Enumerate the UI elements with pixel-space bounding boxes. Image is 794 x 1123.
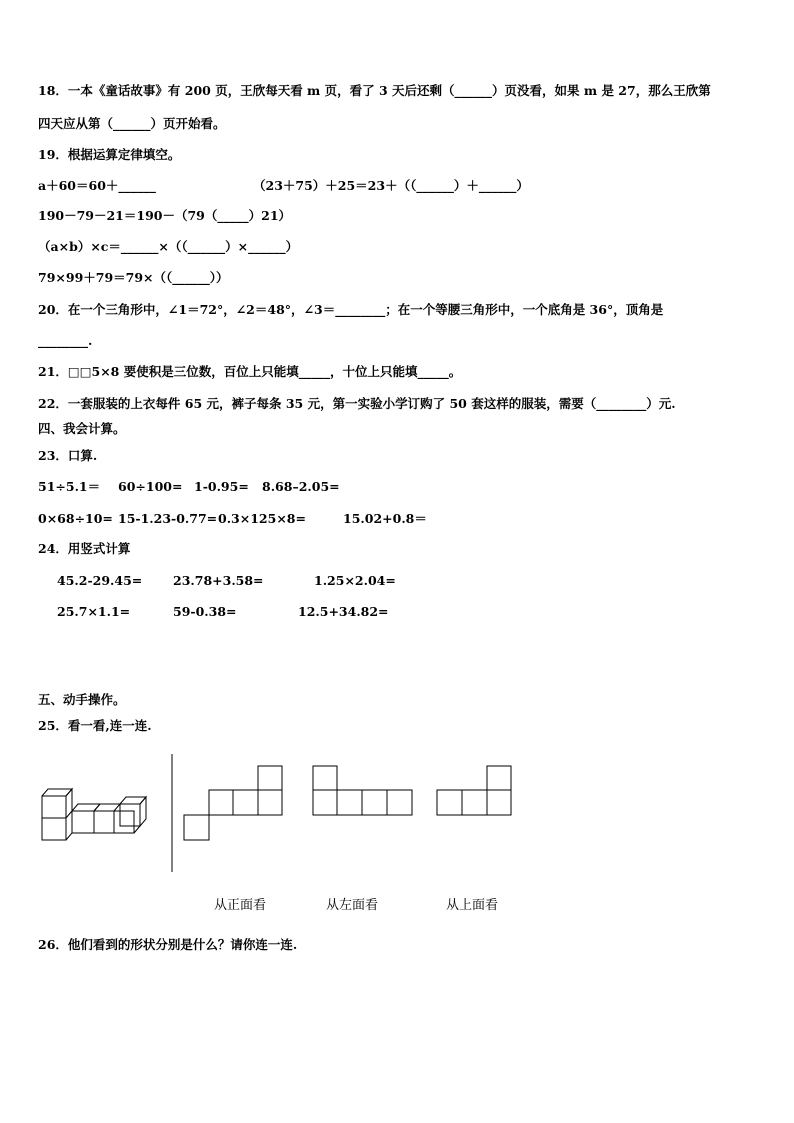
view-label-front: 从正面看 bbox=[214, 898, 267, 913]
view-label-top: 从上面看 bbox=[446, 898, 499, 913]
q22: 22．一套服装的上衣每件 65 元，裤子每条 35 元，第一实验小学订购了 50 套这样的服装，需要（________）元. bbox=[38, 396, 676, 411]
q19-row4: 79×99＋79＝79×（（______）） bbox=[38, 270, 229, 285]
q18-line2: 四天应从第（______）页开始看。 bbox=[38, 116, 226, 131]
section5-heading: 五、动手操作。 bbox=[38, 692, 126, 707]
q24-r2-c3: 12.5+34.82= bbox=[298, 604, 389, 619]
q24-title: 24．用竖式计算 bbox=[38, 541, 131, 556]
q20-line2: ________. bbox=[38, 333, 93, 348]
q19-row2: 190－79－21＝190－（79（_____）21） bbox=[38, 208, 292, 223]
q23-r1-c1: 51÷5.1＝ bbox=[38, 479, 101, 494]
q20-line1: 20．在一个三角形中，∠1＝72°，∠2＝48°，∠3＝________；在一个等腰三角形中，一个底角是 36°，顶角是 bbox=[38, 302, 664, 317]
q23-r1-c4: 8.68–2.05= bbox=[262, 479, 340, 494]
q19-row1-right: （23＋75）＋25＝23＋（（______）＋______） bbox=[253, 178, 529, 193]
q23-r2-c2: 15-1.23-0.77= bbox=[118, 511, 218, 526]
view-shape-3 bbox=[437, 766, 511, 815]
q24-r1-c3: 1.25×2.04= bbox=[314, 573, 396, 588]
q24-r1-c1: 45.2-29.45= bbox=[57, 573, 143, 588]
q23-r1-c3: 1-0.95= bbox=[194, 479, 249, 494]
q26: 26．他们看到的形状分别是什么？请你连一连. bbox=[38, 937, 298, 952]
q23-r2-c1: 0×68÷10= bbox=[38, 511, 113, 526]
cube-solid-drawing bbox=[42, 789, 146, 840]
q21: 21．□□5×8 要使积是三位数，百位上只能填_____，十位上只能填_____。 bbox=[38, 364, 462, 379]
view-shape-2 bbox=[313, 766, 412, 815]
q23-r1-c2: 60÷100= bbox=[118, 479, 183, 494]
view-shape-1 bbox=[184, 766, 282, 840]
section4-heading: 四、我会计算。 bbox=[38, 421, 126, 436]
q24-r2-c1: 25.7×1.1= bbox=[57, 604, 131, 619]
q19-row1-left: a＋60＝60＋______ bbox=[38, 178, 156, 193]
q24-r2-c2: 59-0.38= bbox=[173, 604, 237, 619]
q18-line1: 18．一本《童话故事》有 200 页，王欣每天看 m 页，看了 3 天后还剩（______）页没看，如果 m 是 27，那么王欣第 bbox=[38, 83, 711, 98]
q19-title: 19．根据运算定律填空。 bbox=[38, 147, 181, 162]
q23-r2-c4: 15.02+0.8＝ bbox=[343, 511, 427, 526]
view-label-left: 从左面看 bbox=[326, 898, 379, 913]
q23-r2-c3: 0.3×125×8= bbox=[218, 511, 306, 526]
q23-title: 23．口算. bbox=[38, 448, 98, 463]
q25-title: 25．看一看,连一连. bbox=[38, 718, 152, 733]
q19-row3: （a×b）×c＝______×（（______）×______） bbox=[38, 239, 299, 254]
q24-r1-c2: 23.78+3.58= bbox=[173, 573, 264, 588]
